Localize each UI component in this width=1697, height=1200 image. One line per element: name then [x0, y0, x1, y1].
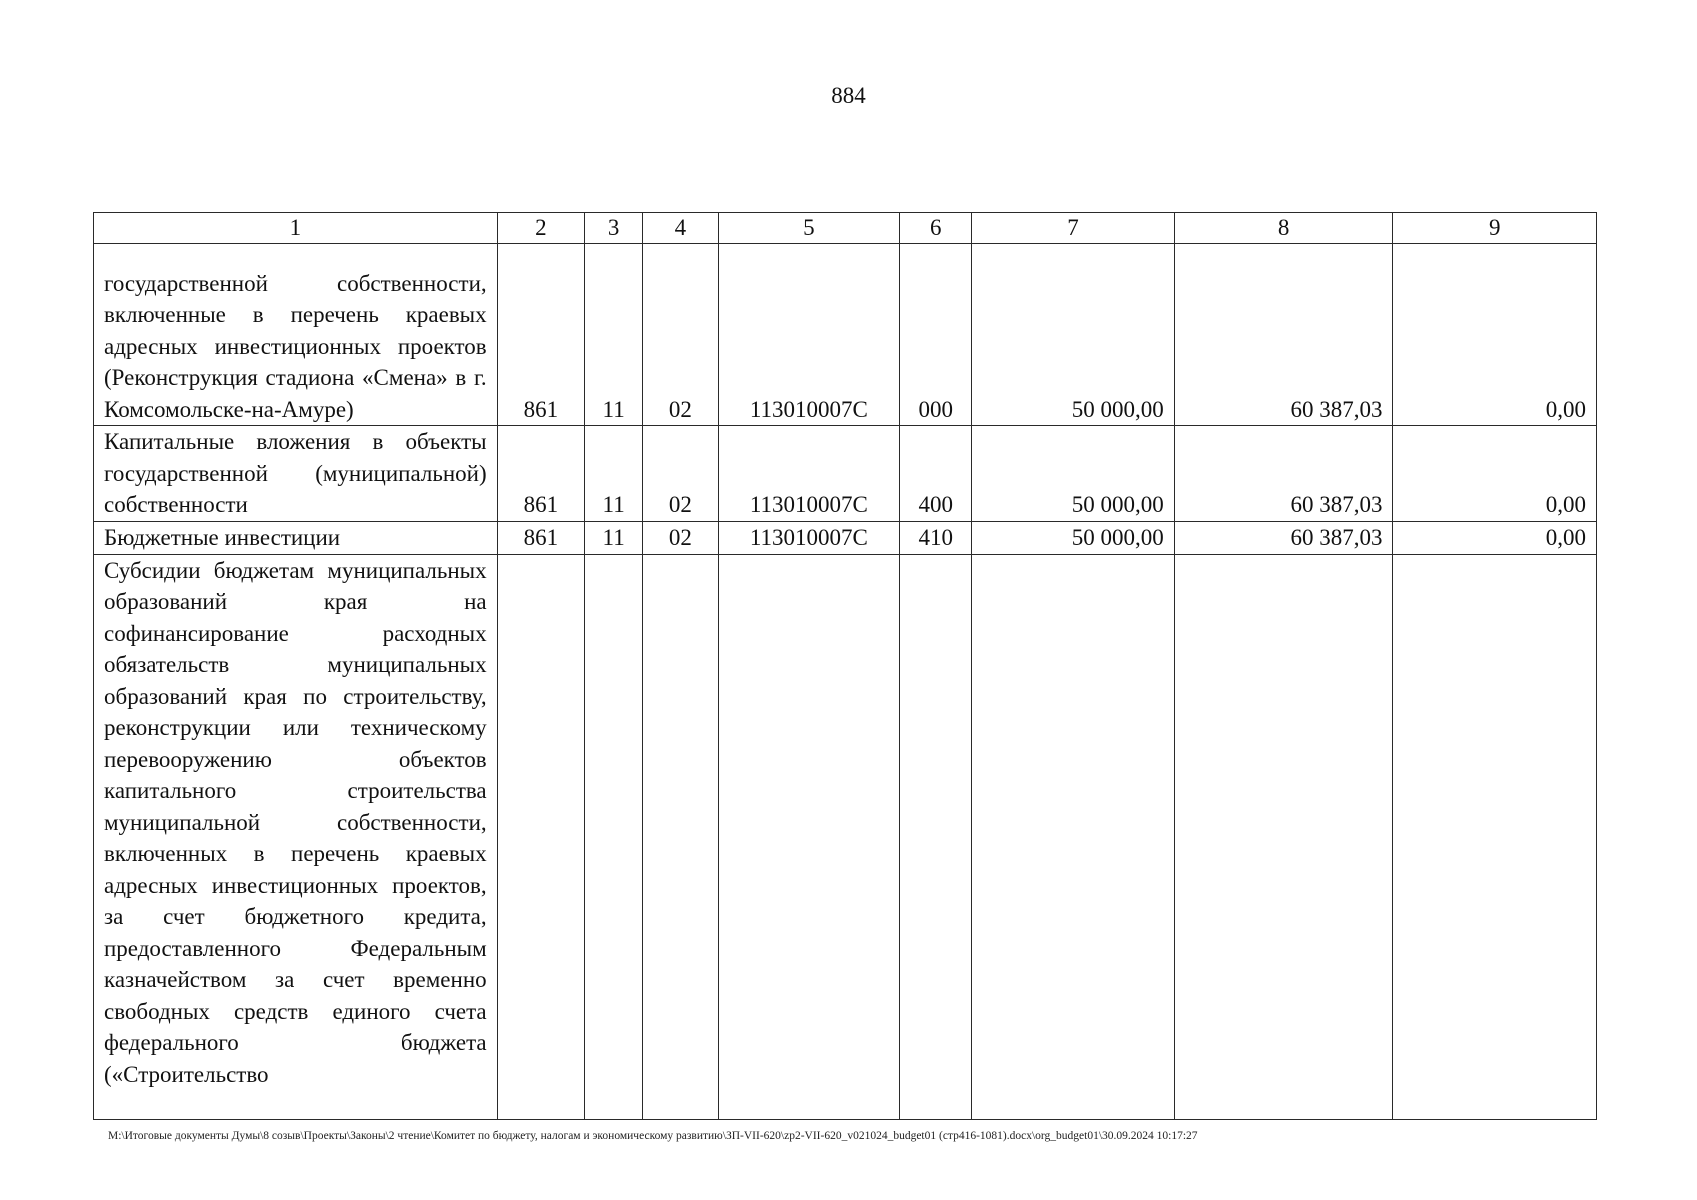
- cell-col7: 50 000,00: [972, 244, 1174, 426]
- column-header: 9: [1393, 213, 1597, 244]
- table-row: [94, 426, 1597, 522]
- budget-table: [93, 212, 1597, 1120]
- column-header: 1: [94, 213, 498, 244]
- cell-col4: 02: [643, 426, 718, 522]
- cell-col6: 400: [900, 426, 972, 522]
- cell-col2: 861: [497, 426, 585, 522]
- cell-col2: 861: [497, 521, 585, 554]
- column-header: 2: [497, 213, 585, 244]
- cell-col3: 11: [585, 521, 643, 554]
- column-header: 5: [718, 213, 900, 244]
- column-header: 7: [972, 213, 1174, 244]
- cell-col6: 000: [900, 244, 972, 426]
- table-row: [94, 521, 1597, 554]
- column-header: 8: [1174, 213, 1393, 244]
- cell-col8: 60 387,03: [1174, 244, 1393, 426]
- cell-col4: [643, 554, 718, 1120]
- cell-col3: [585, 554, 643, 1120]
- cell-col8: 60 387,03: [1174, 521, 1393, 554]
- table-row: [94, 554, 1597, 1120]
- cell-col9: 0,00: [1393, 244, 1597, 426]
- cell-col8: 60 387,03: [1174, 426, 1393, 522]
- cell-col8: [1174, 554, 1393, 1120]
- cell-col2: 861: [497, 244, 585, 426]
- cell-col5: [718, 554, 900, 1120]
- table-header-row: [94, 213, 1597, 244]
- cell-col9: [1393, 554, 1597, 1120]
- row-description: государственной собственности, включенные в перечень краевых адресных инвестиционных проектов (Реконструкция стадиона «Смена» в г. Комсомольске-на-Амуре): [94, 244, 498, 426]
- row-description: Субсидии бюджетам муниципальных образований края на софинансирование расходных обязательств муниципальных образований края по строительству, реконструкции или техническому перевооружению объектов капитального строительства муниципальной собственности, включенных в перечень краевых адресных инвестиционных проектов, за счет бюджетного кредита, предоставленного Федеральным казначейством за счет временно свободных средств единого счета федерального бюджета («Строительство: [94, 554, 498, 1120]
- cell-col4: 02: [643, 521, 718, 554]
- column-header: 4: [643, 213, 718, 244]
- cell-col7: [972, 554, 1174, 1120]
- cell-col7: 50 000,00: [972, 426, 1174, 522]
- table-row: [94, 244, 1597, 426]
- cell-col4: 02: [643, 244, 718, 426]
- cell-col7: 50 000,00: [972, 521, 1174, 554]
- cell-col5: 113010007C: [718, 426, 900, 522]
- cell-col3: 11: [585, 426, 643, 522]
- cell-col5: 113010007C: [718, 244, 900, 426]
- row-description: Бюджетные инвестиции: [94, 521, 498, 554]
- cell-col5: 113010007C: [718, 521, 900, 554]
- page-number: 884: [831, 83, 866, 108]
- cell-col3: 11: [585, 244, 643, 426]
- column-header: 3: [585, 213, 643, 244]
- cell-col9: 0,00: [1393, 426, 1597, 522]
- cell-col2: [497, 554, 585, 1120]
- cell-col6: 410: [900, 521, 972, 554]
- document-footer-path: M:\Итоговые документы Думы\8 созыв\Проекты\Законы\2 чтение\Комитет по бюджету, налогам и экономическому развитию\ЗП-VII-620\zp2-VII-620_v021024_budget01 (стр416-1081).docx\org_budget01\30.09.2024 10:17:27: [108, 1130, 1198, 1142]
- cell-col6: [900, 554, 972, 1120]
- cell-col9: 0,00: [1393, 521, 1597, 554]
- row-description: Капитальные вложения в объекты государственной (муниципальной) собственности: [94, 426, 498, 522]
- column-header: 6: [900, 213, 972, 244]
